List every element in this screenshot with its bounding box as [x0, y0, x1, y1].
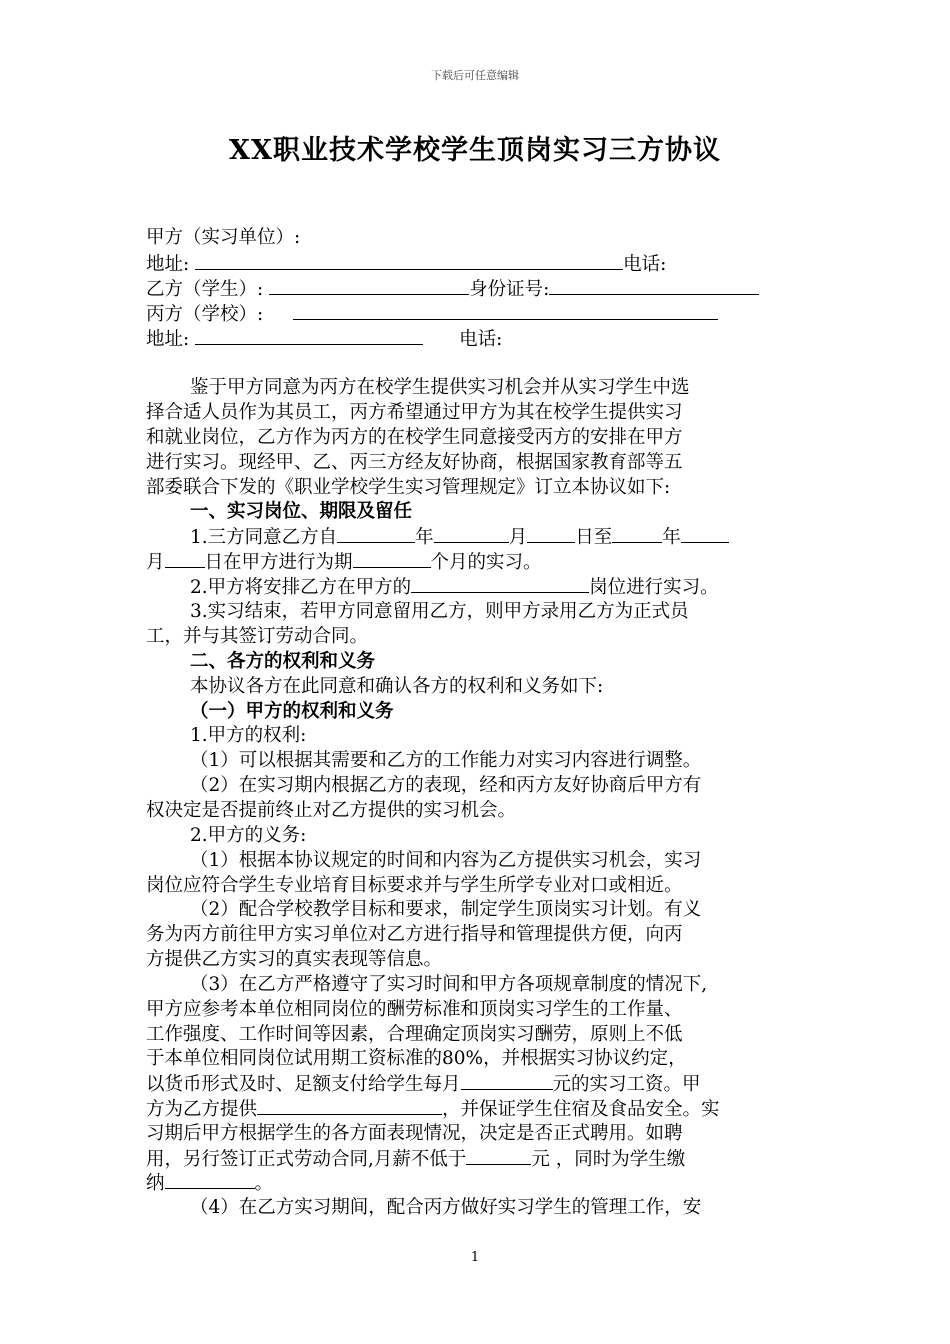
- clause-1-3: 3.实习结束，若甲方同意留用乙方，则甲方录用乙方为正式员: [190, 601, 689, 622]
- section-2-heading: 二、各方的权利和义务: [190, 651, 376, 672]
- duty-2-cont-2: 方提供乙方实习的真实表现等信息。: [146, 949, 443, 970]
- right-2-cont: 权决定是否提前终止对乙方提供的实习机会。: [146, 800, 517, 821]
- intro-line-5: 部委联合下发的《职业学校学生实习管理规定》订立本协议如下:: [146, 477, 671, 498]
- clause-1-2: 2.甲方将安排乙方在甲方的 岗位进行实习。: [190, 577, 719, 598]
- subsection-1-heading: （一）甲方的权利和义务: [190, 701, 394, 722]
- duty-3-cont-4: 以货币形式及时、足额支付给学生每月 元的实习工资。甲: [146, 1074, 701, 1095]
- duty-3: （3）在乙方严格遵守了实习时间和甲方各项规章制度的情况下,: [190, 974, 708, 995]
- duty-3-cont-1: 甲方应参考本单位相同岗位的酬劳标准和顶岗实习学生的工作量、: [146, 999, 683, 1020]
- duty-1: （1）根据本协议规定的时间和内容为乙方提供实习机会，实习: [190, 850, 702, 871]
- section-1-heading: 一、实习岗位、期限及留任: [190, 501, 413, 522]
- duties-heading: 2.甲方的义务:: [190, 825, 307, 846]
- duty-3-cont-6: 习期后甲方根据学生的各方面表现情况，决定是否正式聘用。如聘: [146, 1123, 683, 1144]
- duty-1-cont: 岗位应符合学生专业培育目标要求并与学生所学专业对口或相近。: [146, 875, 683, 896]
- party-a-address-line: 地址: 电话:: [146, 254, 667, 275]
- section-2-intro: 本协议各方在此同意和确认各方的权利和义务如下:: [190, 676, 604, 697]
- right-1: （1）可以根据其需要和乙方的工作能力对实习内容进行调整。: [190, 750, 702, 771]
- duty-2: （2）配合学校教学目标和要求，制定学生顶岗实习计划。有义: [190, 899, 702, 920]
- duty-2-cont-1: 务为丙方前往甲方实习单位对乙方进行指导和管理提供方便，向丙: [146, 924, 683, 945]
- duty-3-cont-8: 纳 。: [146, 1173, 274, 1194]
- clause-1-1-cont: 月 日在甲方进行为期 个月的实习。: [146, 552, 542, 573]
- intro-line-2: 择合适人员作为其员工，丙方希望通过甲方为其在校学生提供实习: [146, 402, 683, 423]
- duty-4: （4）在乙方实习期间，配合丙方做好实习学生的管理工作，安: [190, 1197, 702, 1218]
- page-header: 下载后可任意编辑: [431, 69, 519, 82]
- clause-1-1: 1.三方同意乙方自 年 月 日至 年: [190, 525, 729, 550]
- clause-1-3-cont: 工，并与其签订劳动合同。: [146, 626, 369, 647]
- party-c-address-line: 地址: 电话:: [146, 329, 503, 350]
- duty-3-cont-7: 用，另行签订正式劳动合同,月薪不低于 元 ，同时为学生缴: [146, 1149, 686, 1170]
- party-c-line: 丙方（学校）:: [146, 302, 718, 327]
- document-title: XX职业技术学校学生顶岗实习三方协议: [229, 135, 721, 166]
- intro-line-1: 鉴于甲方同意为丙方在校学生提供实习机会并从实习学生中选: [190, 377, 690, 398]
- party-a-line: 甲方（实习单位）:: [146, 227, 301, 248]
- duty-3-cont-2: 工作强度、工作时间等因素，合理确定顶岗实习酬劳，原则上不低: [146, 1024, 683, 1045]
- page-number: 1: [470, 1250, 480, 1265]
- duty-3-cont-5: 方为乙方提供 ，并保证学生住宿及食品安全。实: [146, 1099, 720, 1120]
- intro-line-3: 和就业岗位，乙方作为丙方的在校学生同意接受丙方的安排在甲方: [146, 427, 683, 448]
- party-b-line: 乙方（学生）: 身份证号:: [146, 277, 759, 302]
- rights-heading: 1.甲方的权利:: [190, 725, 307, 746]
- intro-line-4: 进行实习。现经甲、乙、丙三方经友好协商，根据国家教育部等五: [146, 452, 683, 473]
- duty-3-cont-3: 于本单位相同岗位试用期工资标准的80%，并根据实习协议约定，: [146, 1048, 687, 1069]
- right-2: （2）在实习期内根据乙方的表现，经和丙方友好协商后甲方有: [190, 775, 702, 796]
